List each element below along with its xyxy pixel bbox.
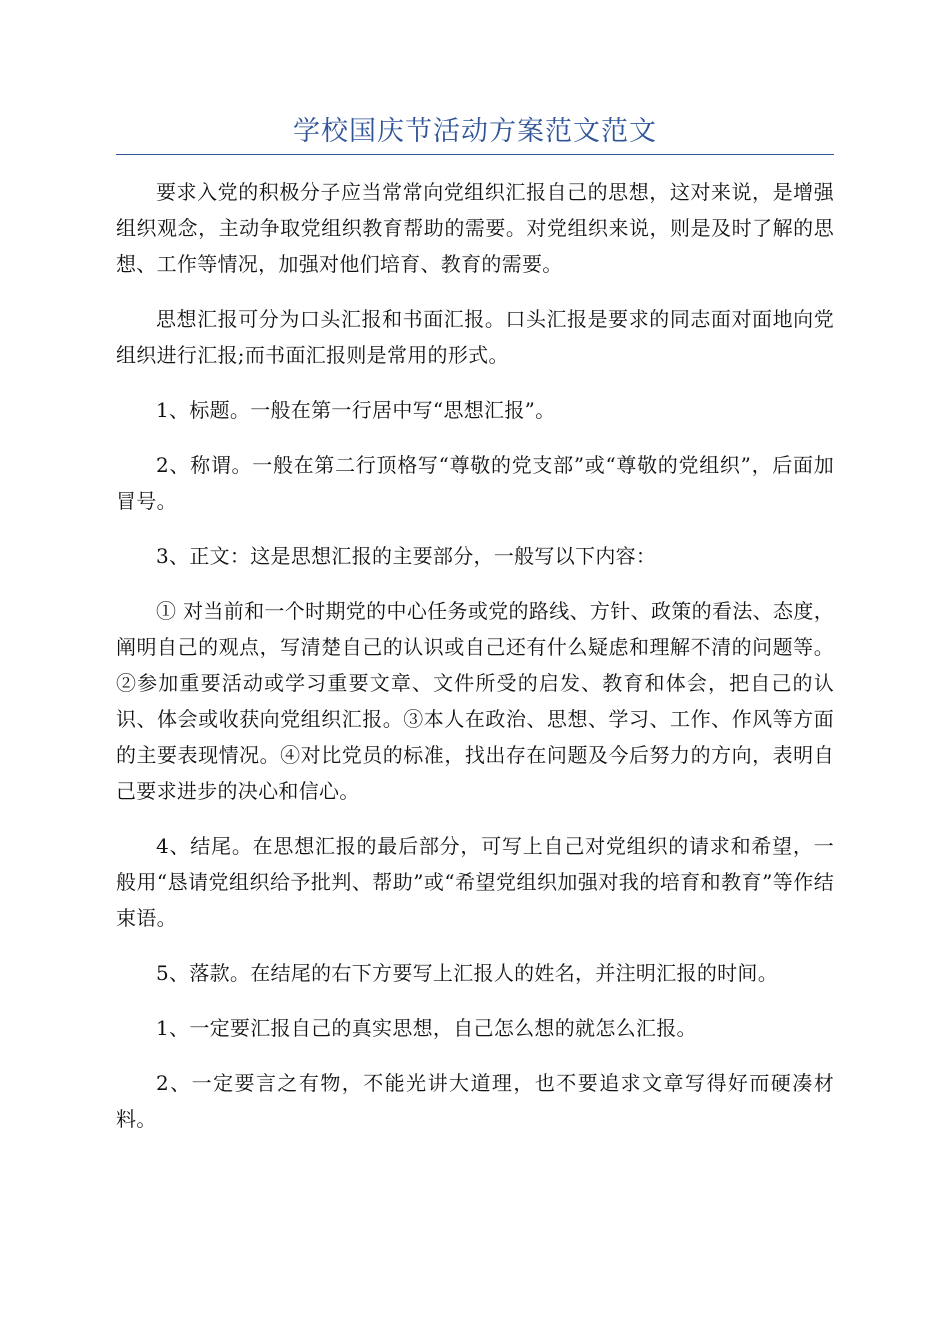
- paragraph-report-types: 思想汇报可分为口头汇报和书面汇报。口头汇报是要求的同志面对面地向党组织进行汇报;而书面汇报则是常用的形式。: [116, 307, 834, 367]
- paragraph-item-signature: 5、落款。在结尾的右下方要写上汇报人的姓名，并注明汇报的时间。: [156, 961, 779, 985]
- paragraph-item-body: 3、正文：这是思想汇报的主要部分，一般写以下内容：: [156, 544, 657, 568]
- title-underline: [116, 154, 834, 155]
- document-title: 学校国庆节活动方案范文范文: [293, 116, 657, 147]
- paragraph-item-salutation: 2、称谓。一般在第二行顶格写“尊敬的党支部”或“尊敬的党组织”，后面加冒号。: [116, 453, 834, 513]
- paragraph-body-contents: ① 对当前和一个时期党的中心任务或党的路线、方针、政策的看法、态度，阐明自己的观点，写清楚自己的认识或自己还有什么疑虑和理解不清的问题等。②参加重要活动或学习重要文章、文件所受的启发、教育和体会，把自己的认识、体会或收获向党组织汇报。③本人在政治、思想、学习、工作、作风等方面的主要表现情况。④对比党员的标准，找出存在问题及今后努力的方向，表明自己要求进步的决心和信心。: [116, 599, 834, 803]
- paragraph-note-2: 2、一定要言之有物，不能光讲大道理，也不要追求文章写得好而硬凑材料。: [116, 1071, 834, 1131]
- document-body: [116, 174, 834, 1156]
- paragraph-intro: 要求入党的积极分子应当常常向党组织汇报自己的思想，这对来说，是增强组织观念，主动争取党组织教育帮助的需要。对党组织来说，则是及时了解的思想、工作等情况，加强对他们培育、教育的需要。: [116, 180, 834, 276]
- paragraph-note-1: 1、一定要汇报自己的真实思想，自己怎么想的就怎么汇报。: [156, 1016, 697, 1040]
- paragraph-item-ending: 4、结尾。在思想汇报的最后部分，可写上自己对党组织的请求和希望，一般用“恳请党组织给予批判、帮助”或“希望党组织加强对我的培育和教育”等作结束语。: [116, 834, 834, 930]
- paragraph-item-title: 1、标题。一般在第一行居中写“思想汇报”。: [156, 398, 556, 422]
